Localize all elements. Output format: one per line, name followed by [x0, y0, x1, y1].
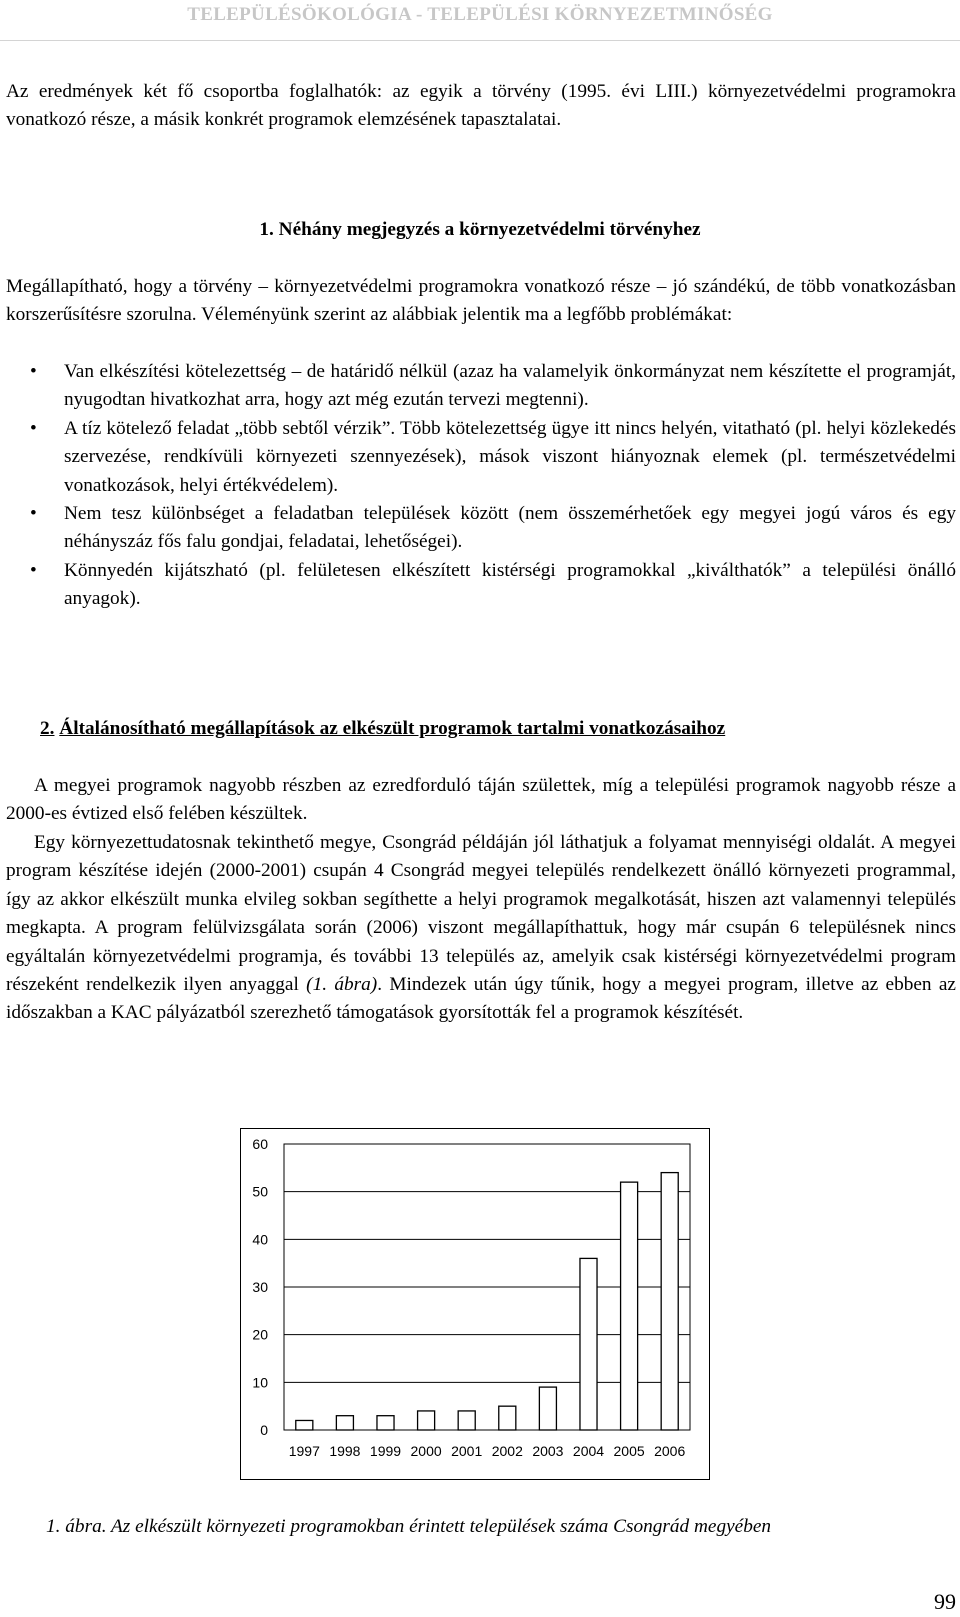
y-tick-label: 40 [252, 1231, 268, 1248]
problem-list [6, 358, 956, 614]
page-number: 99 [934, 1589, 956, 1614]
bar [580, 1258, 597, 1430]
bar [661, 1173, 678, 1430]
bar [377, 1416, 394, 1430]
bar [499, 1406, 516, 1430]
list-item-text: Nem tesz különbséget a feladatban települések között (nem összemérhetőek egy megyei jogú város és egy néhányszáz fős falu gondjai, feladatai, lehetőségei). [64, 503, 956, 553]
figure-caption: 1. ábra. Az elkészült környezeti programokban érintett települések száma Csongrád megyében [46, 1516, 772, 1537]
section1-title: 1. Néhány megjegyzés a környezetvédelmi törvényhez [259, 219, 701, 240]
y-tick-label: 10 [252, 1374, 268, 1391]
y-tick-label: 30 [252, 1279, 268, 1295]
running-header: TELEPÜLÉSÖKOLÓGIA - TELEPÜLÉSI KÖRNYEZETMINŐSÉG [187, 4, 773, 25]
intro-paragraph: Az eredmények két fő csoportba foglalhatók: az egyik a törvény (1995. évi LIII.) környezetvédelmi programokra vonatkozó része, a másik konkrét programok elemzésének tapasztalatai. [6, 81, 956, 131]
section2-title [40, 715, 960, 743]
bullet-icon: • [30, 417, 37, 439]
x-tick-label: 1998 [329, 1443, 361, 1459]
list-item [6, 557, 956, 614]
bar [458, 1411, 475, 1430]
section2-paragraph-1: A megyei programok nagyobb részben az ezredforduló táján születtek, míg a települési programok nagyobb része a 2000-es évtized első felében készültek. [6, 775, 956, 825]
y-tick-label: 0 [260, 1422, 268, 1438]
list-item-text: Van elkészítési kötelezettség – de határidő nélkül (azaz ha valamelyik önkormányzat nem készítette el programját, nyugodtan hivatkozhat arra, hogy azt még ezután tervezi megtenni). [64, 361, 956, 411]
bar-chart-svg [240, 1128, 710, 1480]
bar [336, 1416, 353, 1430]
x-tick-label: 2006 [654, 1443, 686, 1459]
bar [621, 1182, 638, 1430]
paragraph-text: Egy környezettudatosnak tekinthető megye, Csongrád példáján jól láthatjuk a folyamat mennyiségi oldalát. A megyei program készítése idején (2000-2001) csupán 4 Csongrád megyei település rendelkezett önálló környezeti programmal, így az akkor elkészült munka elvileg sokban segíthette a helyi programok megalkotását, hiszen azt valamennyi település megkapta. A program felülvizsgálata során (2006) viszont megállapíthattuk, hogy már csupán 6 településnek nincs egyáltalán környezetvédelmi programja, és további 13 település az, amelyik csak kistérségi környezetvédelmi program részeként rendelkezik ilyen anyaggal [6, 832, 956, 996]
section1-paragraph: Megállapítható, hogy a törvény – környezetvédelmi programokra vonatkozó része – jó szándékú, de több vonatkozásban korszerűsítésre szorulna. Véleményünk szerint az alábbiak jelentik ma a legfőbb problémákat: [6, 276, 956, 326]
section2-paragraph-2 [6, 829, 956, 1028]
x-tick-label: 2001 [451, 1443, 483, 1459]
bar [418, 1411, 435, 1430]
bar [539, 1387, 556, 1430]
x-tick-label: 2003 [532, 1443, 564, 1459]
x-tick-label: 1997 [288, 1443, 320, 1459]
section2-title-number: 2. [40, 718, 55, 739]
paragraph-text-end: . Mindezek után úgy tűnik, hogy a megyei program, illetve az ebben az időszakban a KAC pályázatból szerezhető támogatások gyorsították fel a programok készítését. [6, 974, 956, 1024]
list-item [6, 500, 956, 557]
list-item-text: Könnyedén kijátszható (pl. felületesen elkészített kistérségi programokkal „kiválthatók” a települési önálló anyagok). [64, 559, 956, 610]
list-item [6, 415, 956, 500]
bar-chart [240, 1128, 710, 1480]
y-tick-label: 20 [252, 1326, 268, 1343]
x-tick-label: 2005 [613, 1443, 645, 1459]
x-tick-label: 2000 [410, 1443, 442, 1459]
bullet-icon: • [30, 559, 37, 581]
list-item-text: A tíz kötelező feladat „több sebtől vérzik”. Több kötelezettség ügye itt nincs helyén, vitatható (pl. helyi közlekedés szervezése, rendkívüli környezeti szennyezések), mások viszont hiányoznak elemek (pl. természetvédelmi vonatkozások, helyi értékvédelem). [64, 417, 956, 496]
section2-title-text: Általánosítható megállapítások az elkészült programok tartalmi vonatkozásaihoz [59, 718, 726, 739]
figure-reference: (1. ábra) [306, 974, 378, 996]
y-tick-label: 60 [252, 1136, 268, 1152]
list-item [6, 358, 956, 415]
bullet-icon: • [30, 361, 37, 382]
x-tick-label: 1999 [369, 1443, 402, 1459]
x-tick-label: 2004 [572, 1443, 605, 1459]
y-tick-label: 50 [252, 1183, 268, 1200]
bar [296, 1420, 313, 1430]
x-tick-label: 2002 [491, 1443, 523, 1459]
bullet-icon: • [30, 503, 37, 525]
header-rule [0, 40, 960, 41]
